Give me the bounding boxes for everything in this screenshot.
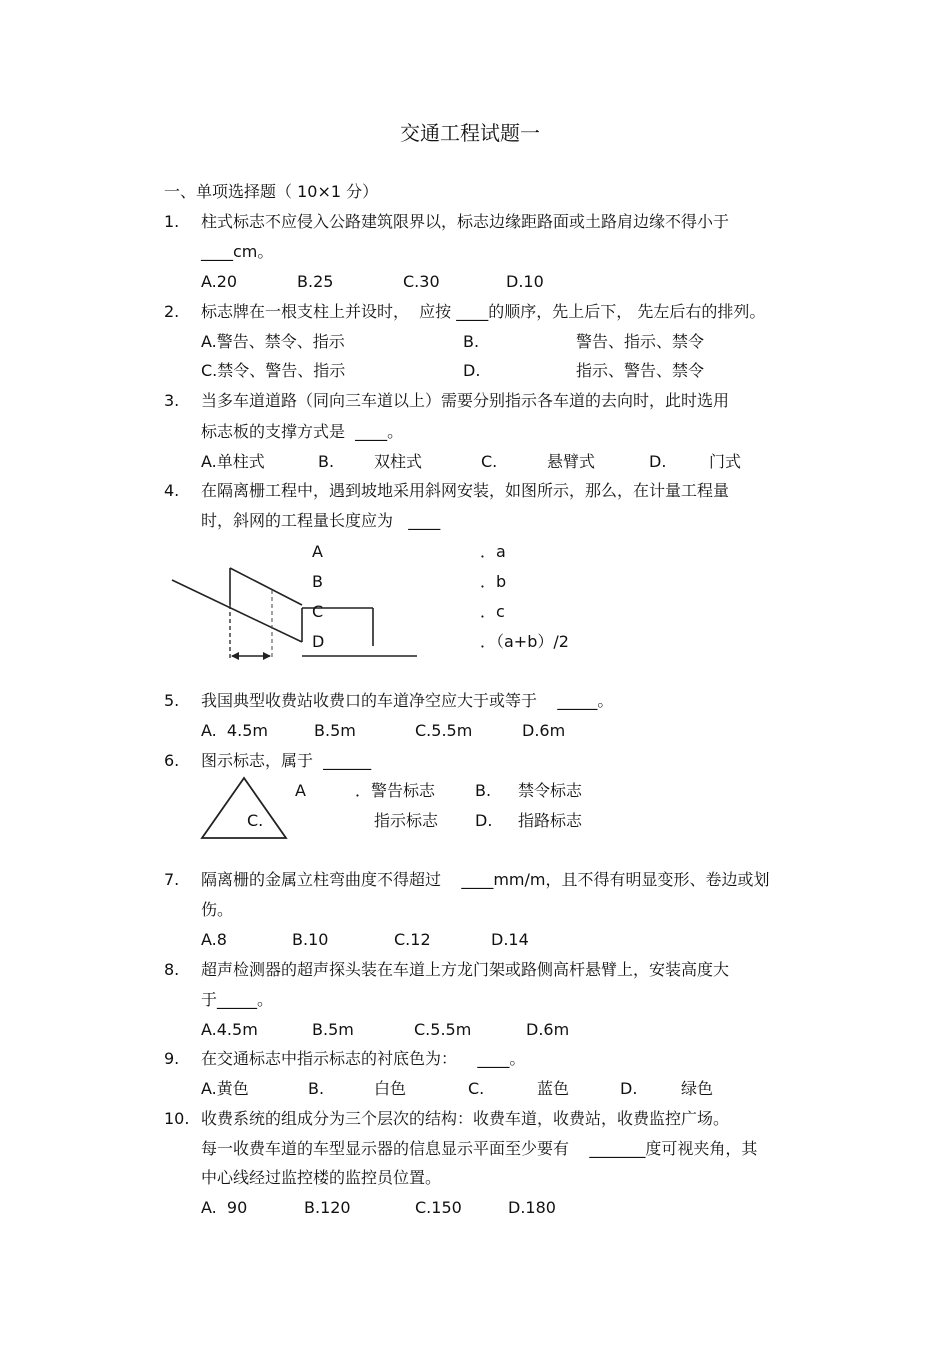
option: A.20 bbox=[201, 272, 238, 291]
option: 指示、警告、禁令 bbox=[576, 361, 705, 380]
option: D. bbox=[620, 1079, 638, 1098]
option: ．警告标志 bbox=[355, 781, 436, 800]
option: D.180 bbox=[508, 1198, 556, 1217]
option: 指路标志 bbox=[518, 811, 583, 830]
option-letter: C. bbox=[247, 811, 264, 830]
option: B. bbox=[463, 332, 480, 351]
question-stem: 在交通标志中指示标志的衬底色为： ____。 bbox=[201, 1049, 526, 1068]
section-heading: 一、单项选择题（ 10×1 分） bbox=[164, 182, 379, 201]
option: D. bbox=[463, 361, 481, 380]
option: B.5m bbox=[312, 1020, 354, 1039]
question-number: 10. bbox=[164, 1109, 190, 1128]
question-stem: 隔离栅的金属立柱弯曲度不得超过 ____mm/m，且不得有明显变形、卷边或划 bbox=[201, 870, 770, 889]
option: B. bbox=[308, 1079, 325, 1098]
option: D.6m bbox=[522, 721, 566, 740]
option: 指示标志 bbox=[374, 811, 439, 830]
question-number: 8. bbox=[164, 960, 180, 979]
option: A.警告、禁令、指示 bbox=[201, 332, 345, 351]
option: C.5.5m bbox=[414, 1020, 472, 1039]
question-stem: 超声检测器的超声探头装在车道上方龙门架或路侧高杆悬臂上，安装高度大 bbox=[201, 960, 730, 979]
option: C. bbox=[468, 1079, 485, 1098]
option: D.10 bbox=[506, 272, 544, 291]
question-stem: 于_____。 bbox=[201, 990, 274, 1009]
question-number: 3. bbox=[164, 391, 180, 410]
question-number: 1. bbox=[164, 212, 180, 231]
option-letter: B bbox=[312, 572, 323, 591]
option-letter: A bbox=[312, 542, 323, 561]
question-stem: 标志板的支撑方式是 ____。 bbox=[201, 422, 404, 441]
option: A.单柱式 bbox=[201, 452, 265, 471]
question-stem: 标志牌在一根支柱上并设时， 应按 ____的顺序，先上后下， 先左后右的排列。 bbox=[201, 302, 766, 321]
question-stem: 我国典型收费站收费口的车道净空应大于或等于 _____。 bbox=[201, 691, 614, 710]
option: ．（a+b）/2 bbox=[480, 632, 569, 651]
option-letter: D. bbox=[475, 811, 493, 830]
option: D.14 bbox=[491, 930, 529, 949]
option: C.12 bbox=[394, 930, 431, 949]
question-stem: 柱式标志不应侵入公路建筑限界以，标志边缘距路面或土路肩边缘不得小于 bbox=[201, 212, 730, 231]
option: 悬臂式 bbox=[547, 452, 596, 471]
option: B.10 bbox=[292, 930, 329, 949]
option: ．c bbox=[480, 602, 505, 621]
option: 双柱式 bbox=[374, 452, 423, 471]
option-letter: B. bbox=[475, 781, 492, 800]
option: C.30 bbox=[403, 272, 440, 291]
question-number: 5. bbox=[164, 691, 180, 710]
question-number: 9. bbox=[164, 1049, 180, 1068]
option: A.4.5m bbox=[201, 1020, 258, 1039]
question-number: 2. bbox=[164, 302, 180, 321]
question-stem: 图示标志，属于 ______ bbox=[201, 751, 372, 770]
option: ．a bbox=[480, 542, 506, 561]
question-number: 6. bbox=[164, 751, 180, 770]
question-stem: 中心线经过监控楼的监控员位置。 bbox=[201, 1168, 442, 1187]
option: C.150 bbox=[415, 1198, 462, 1217]
slope-fence-figure bbox=[165, 560, 425, 670]
option: D.6m bbox=[526, 1020, 570, 1039]
question-stem: 在隔离栅工程中，遇到坡地采用斜网安装，如图所示，那么，在计量工程量 bbox=[201, 481, 730, 500]
question-stem: ____cm。 bbox=[201, 242, 274, 261]
page-title: 交通工程试题一 bbox=[400, 121, 540, 145]
question-stem: 当多车道道路（同向三车道以上）需要分别指示各车道的去向时，此时选用 bbox=[201, 391, 730, 410]
option: 禁令标志 bbox=[518, 781, 583, 800]
option-letter: C bbox=[312, 602, 324, 621]
option-letter: D bbox=[312, 632, 325, 651]
option: 警告、指示、禁令 bbox=[576, 332, 705, 351]
option: A.黄色 bbox=[201, 1079, 249, 1098]
question-stem: 收费系统的组成分为三个层次的结构：收费车道，收费站，收费监控广场。 bbox=[201, 1109, 730, 1128]
warning-triangle-sign bbox=[198, 774, 292, 844]
question-stem: 伤。 bbox=[201, 900, 234, 919]
option: D. bbox=[649, 452, 667, 471]
option: 蓝色 bbox=[537, 1079, 570, 1098]
option: 绿色 bbox=[681, 1079, 714, 1098]
option: A. 4.5m bbox=[201, 721, 268, 740]
option: C.禁令、警告、指示 bbox=[201, 361, 346, 380]
option: C.5.5m bbox=[415, 721, 473, 740]
option: B.25 bbox=[297, 272, 334, 291]
option: B.120 bbox=[304, 1198, 351, 1217]
option: A. 90 bbox=[201, 1198, 248, 1217]
option: B. bbox=[318, 452, 335, 471]
option: A.8 bbox=[201, 930, 227, 949]
question-number: 4. bbox=[164, 481, 180, 500]
option: 白色 bbox=[374, 1079, 407, 1098]
option: B.5m bbox=[314, 721, 356, 740]
question-number: 7. bbox=[164, 870, 180, 889]
option: C. bbox=[481, 452, 498, 471]
option: ．b bbox=[480, 572, 507, 591]
question-stem: 每一收费车道的车型显示器的信息显示平面至少要有 _______度可视夹角，其 bbox=[201, 1139, 758, 1158]
option-letter: A bbox=[295, 781, 306, 800]
option: 门式 bbox=[709, 452, 742, 471]
question-stem: 时，斜网的工程量长度应为 ____ bbox=[201, 511, 441, 530]
